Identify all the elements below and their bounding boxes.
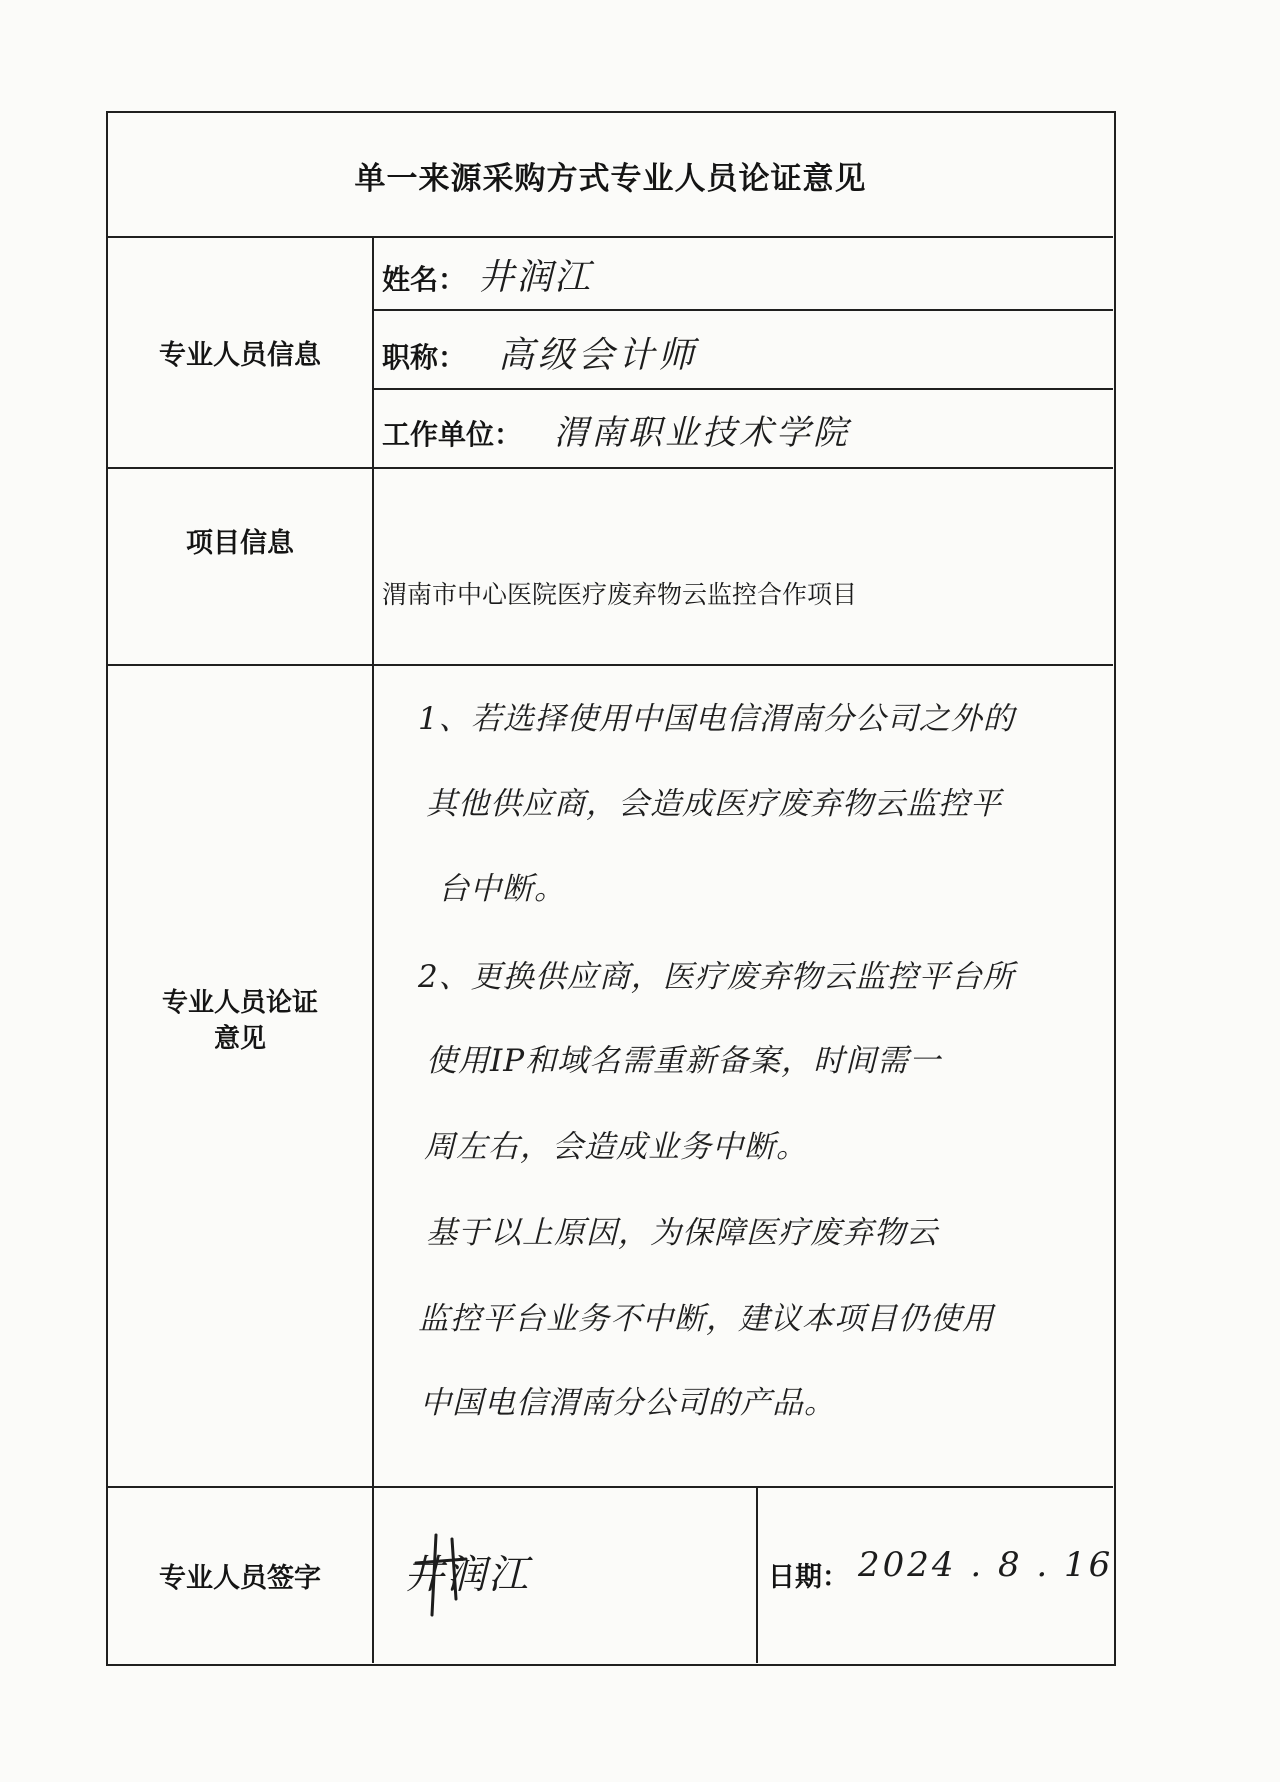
opinion-line: 其他供应商，会造成医疗废弃物云监控平 <box>426 786 1002 822</box>
opinion-label-line2: 意见 <box>213 1024 266 1054</box>
opinion-line: 1、若选择使用中国电信渭南分公司之外的 <box>418 701 1015 737</box>
opinion-line: 监控平台业务不中断，建议本项目仍使用 <box>418 1301 994 1337</box>
signature-label: 专业人员签字 <box>159 1563 321 1594</box>
employer-label: 工作单位： <box>382 418 523 451</box>
professional-info-label: 专业人员信息 <box>159 340 321 371</box>
form-table <box>106 111 1116 1666</box>
document-title: 单一来源采购方式专业人员论证意见 <box>354 161 867 197</box>
name-handwritten: 井润江 <box>478 257 593 298</box>
opinion-line: 中国电信渭南分公司的产品。 <box>420 1385 836 1421</box>
divider-line <box>374 388 1113 390</box>
opinion-line: 2、更换供应商，医疗废弃物云监控平台所 <box>418 959 1015 995</box>
opinion-line: 使用IP和域名需重新备案，时间需一 <box>426 1043 942 1079</box>
opinion-label-line1: 专业人员论证 <box>161 988 318 1018</box>
opinion-line: 台中断。 <box>438 871 566 907</box>
date-label: 日期： <box>768 1562 849 1593</box>
title-label: 职称： <box>382 341 467 374</box>
opinion-line: 基于以上原因，为保障医疗废弃物云 <box>426 1215 938 1251</box>
project-info-label: 项目信息 <box>186 527 294 559</box>
opinion-line: 周左右，会造成业务中断。 <box>424 1129 808 1165</box>
project-name: 渭南市中心医院医疗废弃物云监控合作项目 <box>382 580 858 609</box>
column-divider <box>756 1486 758 1663</box>
handwritten-signature: 井润江 <box>404 1552 530 1598</box>
title-handwritten: 高级会计师 <box>498 335 699 376</box>
name-label: 姓名： <box>382 263 467 296</box>
opinion-label <box>108 666 372 1376</box>
date-handwritten: 2024 . 8 . 16 <box>858 1545 1114 1585</box>
signature-stroke-icon <box>396 1515 576 1625</box>
employer-handwritten: 渭南职业技术学院 <box>554 413 850 453</box>
column-divider <box>372 236 374 1663</box>
divider-line <box>374 309 1113 311</box>
